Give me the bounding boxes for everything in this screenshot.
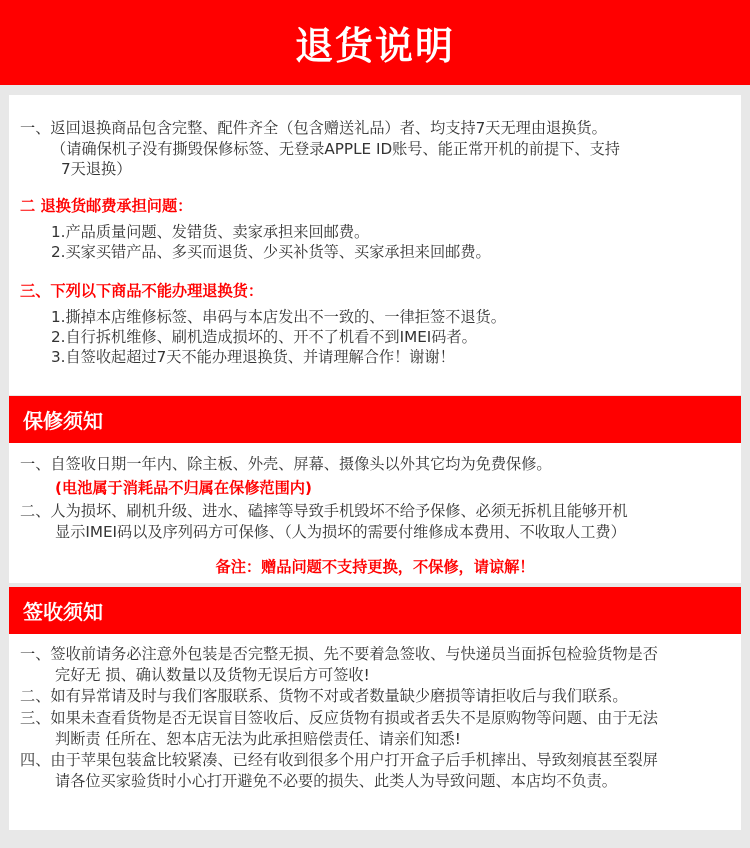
- warranty-item-2-line-1: 二、人为损坏、刷机升级、进水、磕摔等导致手机毁坏不给予保修、必须无拆机且能够开机: [20, 502, 628, 520]
- return-item-1-line-3: 7天退换）: [61, 160, 132, 178]
- signing-item-4-line-1: 四、由于苹果包装盒比较紧凑、已经有收到很多个用户打开盒子后手机摔出、导致刻痕甚至裂屏: [20, 751, 658, 769]
- warranty-panel: [9, 443, 741, 583]
- warranty-section-header: [9, 396, 741, 443]
- page-title: 退货说明: [294, 24, 455, 68]
- signing-item-1-line-1: 一、签收前请务必注意外包装是否完整无损、先不要着急签收、与快递员当面拆包检验货物是否: [20, 645, 658, 663]
- signing-item-4-line-2: 请各位买家验货时小心打开避免不必要的损失、此类人为导致问题、本店均不负责。: [55, 772, 617, 790]
- signing-panel: [9, 634, 741, 830]
- exclusions-line-2: 2.自行拆机维修、刷机造成损坏的、开不了机看不到IMEI码者。: [51, 328, 477, 346]
- shipping-cost-line-1: 1.产品质量问题、发错货、卖家承担来回邮费。: [51, 223, 370, 241]
- signing-title: 签收须知: [23, 600, 103, 624]
- exclusions-line-1: 1.撕掉本店维修标签、串码与本店发出不一致的、一律拒签不退货。: [51, 308, 506, 326]
- top-banner: [0, 0, 750, 85]
- warranty-item-1: 一、自签收日期一年内、除主板、外壳、屏幕、摄像头以外其它均为免费保修。: [20, 455, 552, 473]
- gift-remark: 备注：赠品问题不支持更换，不保修，请谅解！: [215, 558, 535, 576]
- exclusions-heading: 三、下列以下商品不能办理退换货：: [20, 282, 263, 300]
- signing-item-3-line-2: 判断责 任所在、恕本店无法为此承担赔偿责任、请亲们知悉!: [55, 730, 461, 748]
- shipping-cost-heading: 二 退换货邮费承担问题：: [20, 197, 193, 215]
- signing-item-2: 二、如有异常请及时与我们客服联系、货物不对或者数量缺少磨损等请拒收后与我们联系。: [20, 687, 628, 705]
- warranty-item-2-line-2: 显示IMEI码以及序列码方可保修、（人为损坏的需要付维修成本费用、不收取人工费）: [55, 523, 626, 541]
- return-item-1-line-1: 一、返回退换商品包含完整、配件齐全（包含赠送礼品）者、均支持7天无理由退换货。: [20, 119, 607, 137]
- return-policy-panel: [9, 95, 741, 395]
- shipping-cost-line-2: 2.买家买错产品、多买而退货、少买补货等、买家承担来回邮费。: [51, 243, 491, 261]
- signing-item-1-line-2: 完好无 损、确认数量以及货物无误后方可签收!: [55, 666, 370, 684]
- signing-section-header: [9, 587, 741, 634]
- exclusions-line-3: 3.自签收起超过7天不能办理退换货、并请理解合作！谢谢！: [51, 348, 455, 366]
- return-item-1-line-2: （请确保机子没有撕毁保修标签、无登录APPLE ID账号、能正常开机的前提下、支持: [51, 140, 620, 158]
- battery-note: (电池属于消耗品不归属在保修范围内): [55, 479, 312, 497]
- warranty-title: 保修须知: [23, 409, 103, 433]
- signing-item-3-line-1: 三、如果未查看货物是否无误盲目签收后、反应货物有损或者丢失不是原购物等问题、由于无法: [20, 709, 658, 727]
